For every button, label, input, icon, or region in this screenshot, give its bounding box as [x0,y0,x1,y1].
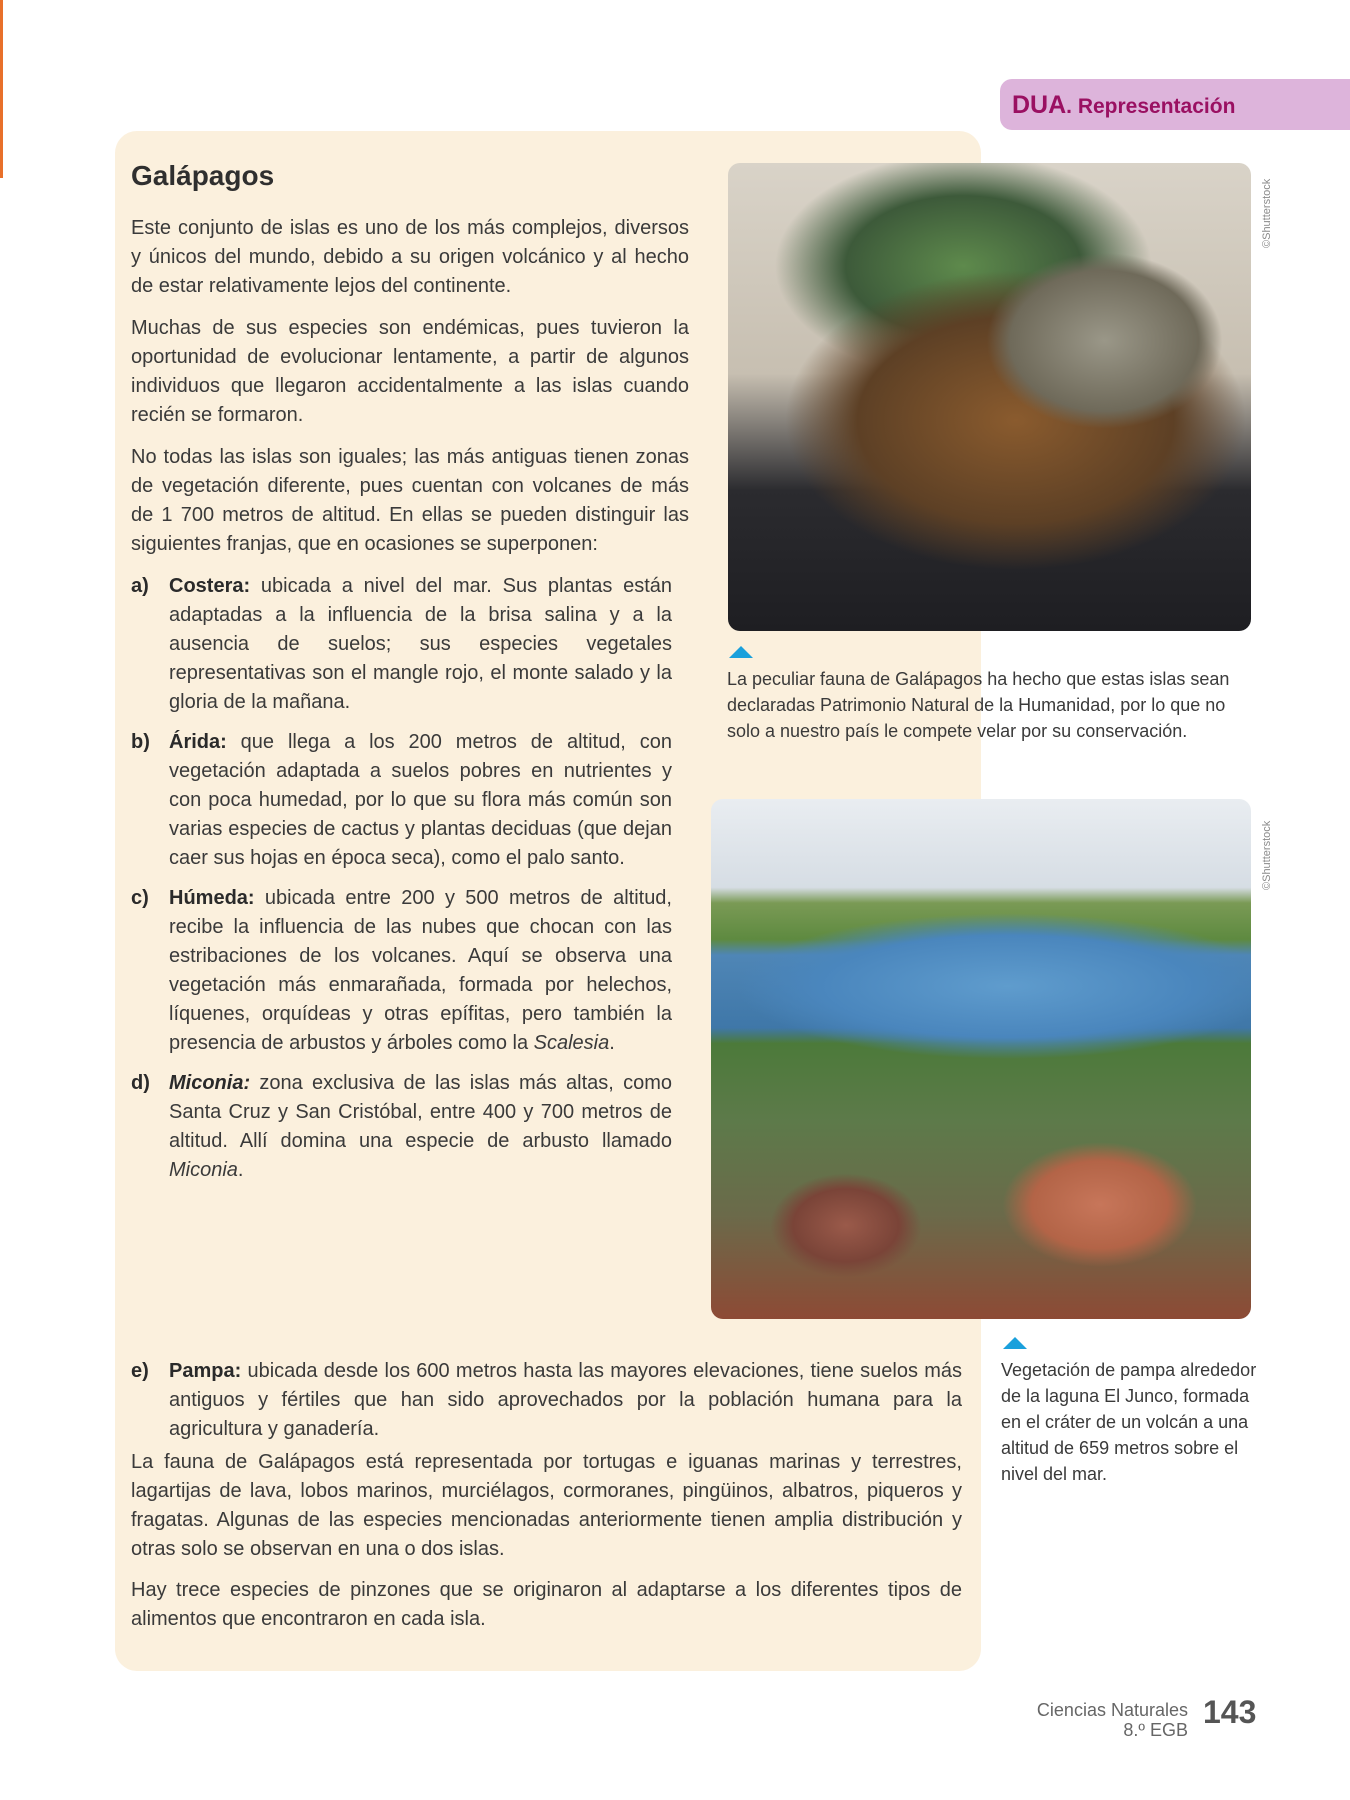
list-item-arida [131,728,672,873]
item-term: Húmeda: [169,887,255,909]
page-edge-marker [0,0,3,178]
caption-triangle-icon [729,646,753,658]
item-label: c) [131,887,149,909]
dua-subtitle: . Representación [1066,95,1236,118]
item-text: ubicada a nivel del mar. Sus plantas están adaptadas a la influencia de la brisa salina y a la ausencia de suelos; sus especies vegetales representativas son el mangle rojo, el monte salado y la gloria de la mañana. [169,575,672,713]
item-term: Miconia: [169,1072,251,1094]
grade-label: 8.º EGB [1123,1720,1188,1740]
page-title: Galápagos [131,160,275,191]
main-column [131,214,689,1354]
list-item-costera [131,572,672,717]
item-italic: Scalesia [533,1032,610,1054]
list-item-pampa [131,1357,962,1444]
item-text: ubicada entre 200 y 500 metros de altitud, recibe la influencia de las nubes que chocan con las estribaciones de los volcanes. Aquí se observa una vegetación más enmarañada, formada por helechos, líquenes, orquídeas y otras epífitas, pero también la presencia de arbustos y árboles como la [169,887,672,1054]
photo-caption: Vegetación de pampa alrededor de la laguna El Junco, formada en el cráter de un volcán a una altitud de 659 metros sobre el nivel del mar. [1001,1360,1257,1484]
paragraph: Muchas de sus especies son endémicas, pues tuvieron la oportunidad de evolucionar lentamente, a partir de algunos individuos que llegaron accidentalmente a las islas cuando recién se formaron. [131,317,689,426]
paragraph: Hay trece especies de pinzones que se originaron al adaptarse a los diferentes tipos de alimentos que encontraron en cada isla. [131,1579,962,1630]
photo-credit: ©Shutterstock [1261,820,1273,890]
photo-caption: La peculiar fauna de Galápagos ha hecho que estas islas sean declaradas Patrimonio Natural de la Humanidad, por lo que no solo a nuestro país le compete velar por su conservación. [727,669,1230,741]
item-label: b) [131,731,150,753]
marine-iguana-photo [728,163,1251,631]
item-label: e) [131,1360,149,1382]
bottom-text [131,1354,962,1634]
subject-name: Ciencias Naturales [1036,1700,1188,1720]
list-item-humeda [131,884,672,1058]
item-text: ubicada desde los 600 metros hasta las mayores elevaciones, tiene suelos más antiguos y fértiles que han sido aprovechados por la población humana para la agricultura y ganadería. [169,1360,962,1440]
item-text: zona exclusiva de las islas más altas, como Santa Cruz y San Cristóbal, entre 400 y 700 metros de altitud. Allí domina una especie de arbusto llamado [169,1072,672,1152]
paragraph: No todas las islas son iguales; las más antiguas tienen zonas de vegetación diferente, pues cuentan con volcanes de más de 1 700 metros de altitud. En ellas se pueden distinguir las siguientes franjas, que en ocasiones se superponen: [131,446,689,555]
dua-label: DUA [1012,91,1067,119]
paragraph: Este conjunto de islas es uno de los más complejos, diversos y únicos del mundo, debido a su origen volcánico y al hecho de estar relativamente lejos del continente. [131,217,689,297]
item-term: Pampa: [169,1360,242,1382]
item-text: que llega a los 200 metros de altitud, con vegetación adaptada a suelos pobres en nutrientes y con poca humedad, por lo que su flora más común son varias especies de cactus y plantas deciduas (que dejan caer sus hojas en época seca), como el palo santo. [169,731,672,869]
photo-credit: ©Shutterstock [1261,178,1273,248]
item-italic: Miconia [169,1159,238,1181]
item-label: d) [131,1072,150,1094]
item-label: a) [131,575,149,597]
item-end: . [609,1032,615,1054]
el-junco-lagoon-photo [711,799,1251,1319]
caption-triangle-icon [1003,1337,1027,1349]
item-term: Árida: [169,731,227,753]
page-number: 143 [1203,1694,1257,1730]
item-term: Costera: [169,575,251,597]
list-item-miconia [131,1069,672,1185]
footer-subject [1037,1700,1188,1740]
paragraph: La fauna de Galápagos está representada por tortugas e iguanas marinas y terrestres, lagartijas de lava, lobos marinos, murciélagos, cormoranes, pingüinos, albatros, piqueros y fragatas. Algunas de las especies mencionadas anteriormente tienen amplia distribución y otras solo se observan en una o dos islas. [131,1451,962,1560]
item-end: . [237,1159,244,1181]
dua-banner [1000,79,1350,130]
